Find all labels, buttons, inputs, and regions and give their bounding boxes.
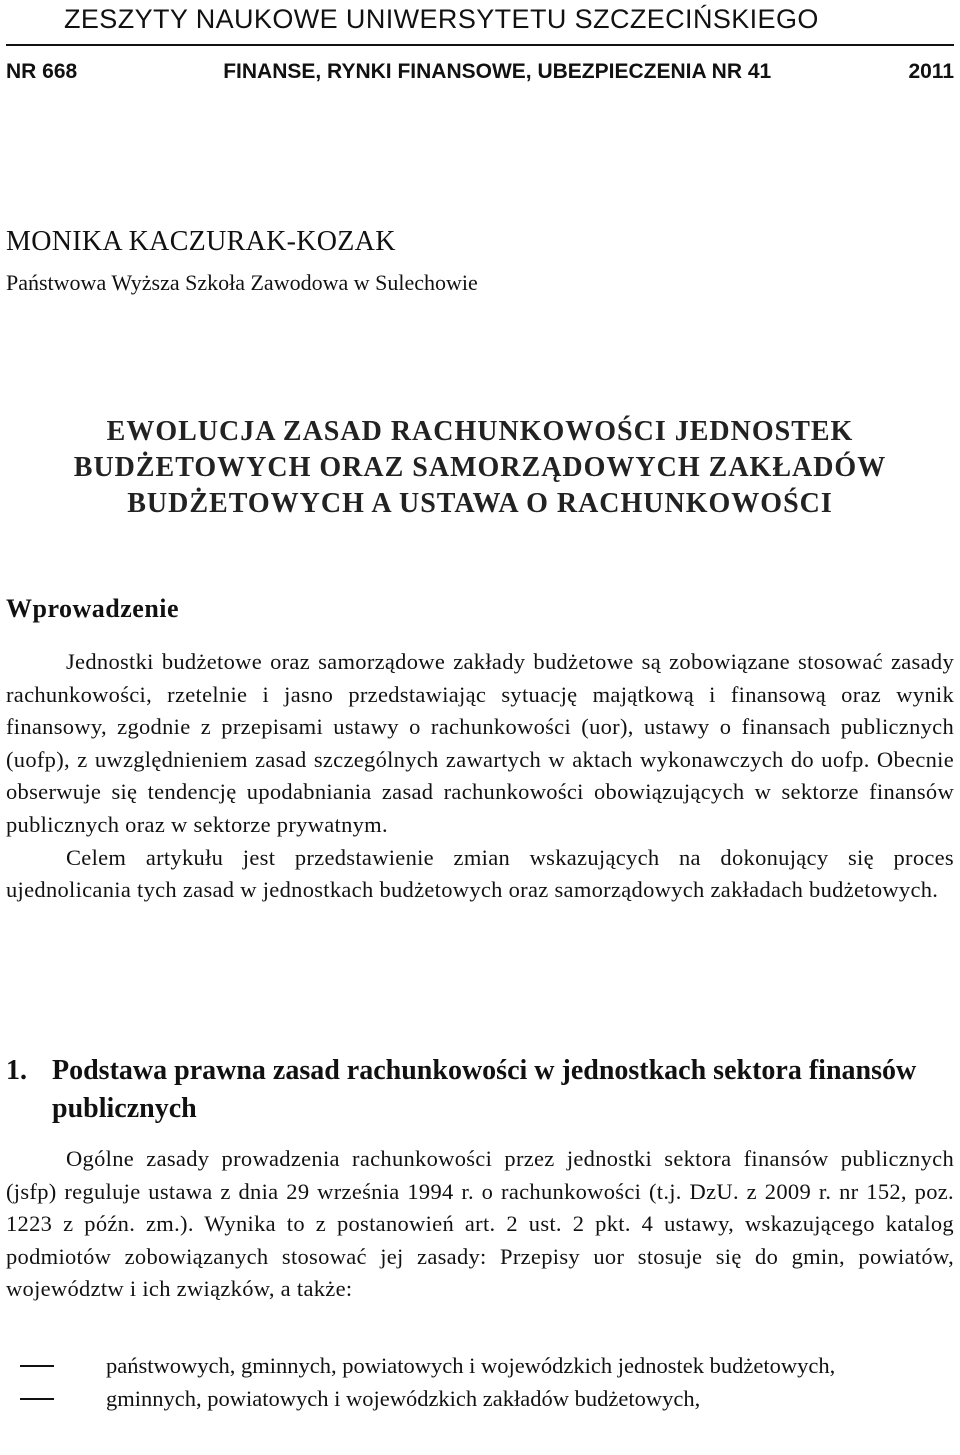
- journal-title: ZESZYTY NAUKOWE UNIWERSYTETU SZCZECIŃSKIEGO: [64, 4, 819, 34]
- section-paragraph: Ogólne zasady prowadzenia rachunkowości przez jednostki sektora finansów publicznych (jsfp) reguluje ustawa z dnia 29 września 1994 r. o rachunkowości (t.j. DzU. z 2009 r. nr 152, poz. 1223 z późn. zm.). Wynika to z postanowień art. 2 ust. 2 pkt. 4 ustawy, wskazującego katalog podmiotów zobowiązanych stosować jej zasady: Przepisy uor stosuje się do gmin, powiatów, województw i ich związków, a także:: [6, 1146, 954, 1302]
- section-number: 1.: [6, 1055, 27, 1086]
- header-rule: [6, 44, 954, 46]
- intro-paragraph: Jednostki budżetowe oraz samorządowe zakłady budżetowe są zobowiązane stosować zasady rachunkowości, rzetelnie i jasno przedstawiając sytuację majątkową i finansową oraz wynik finansowy, zgodnie z przepisami ustawy o rachunkowości (uor), ustawy o finansach publicznych (uofp), z uwzględnieniem zasad szczególnych zawartych w aktach wykonawczych do uofp. Obecnie obserwuje się tendencję upodabniania zasad rachunkowości obowiązujących w sektorze finansów publicznych oraz w sektorze prywatnym.: [6, 649, 954, 837]
- issue-number: NR 668: [6, 60, 78, 83]
- list-item-text: gminnych, powiatowych i wojewódzkich zakładów budżetowych,: [106, 1385, 701, 1411]
- list-item: [6, 1350, 954, 1383]
- intro-heading: Wprowadzenie: [6, 594, 180, 623]
- dash-bullet: [20, 1365, 54, 1367]
- article-title: EWOLUCJA ZASAD RACHUNKOWOŚCI JEDNOSTEK BUDŻETOWYCH ORAZ SAMORZĄDOWYCH ZAKŁADÓW BUDŻETOWYCH A USTAWA O RACHUNKOWOŚCI: [73, 416, 887, 519]
- entity-list: [6, 1350, 954, 1415]
- dash-bullet: [20, 1398, 54, 1400]
- series-title: FINANSE, RYNKI FINANSOWE, UBEZPIECZENIA NR 41: [223, 60, 772, 83]
- author-affiliation: Państwowa Wyższa Szkoła Zawodowa w Sulechowie: [6, 270, 478, 295]
- author-name: MONIKA KACZURAK-KOZAK: [6, 226, 396, 257]
- section-body: [6, 1143, 954, 1306]
- issue-line: [6, 60, 954, 84]
- issue-year: 2011: [908, 60, 954, 83]
- list-item: [6, 1383, 954, 1416]
- intro-paragraph: Celem artykułu jest przedstawienie zmian wskazujących na dokonujący się proces ujednolicania tych zasad w jednostkach budżetowych oraz samorządowych zakładach budżetowych.: [6, 844, 954, 903]
- intro-body: [6, 646, 954, 907]
- section-title: Podstawa prawna zasad rachunkowości w jednostkach sektora finansów publicznych: [52, 1055, 917, 1124]
- list-item-text: państwowych, gminnych, powiatowych i wojewódzkich jednostek budżetowych,: [106, 1353, 836, 1378]
